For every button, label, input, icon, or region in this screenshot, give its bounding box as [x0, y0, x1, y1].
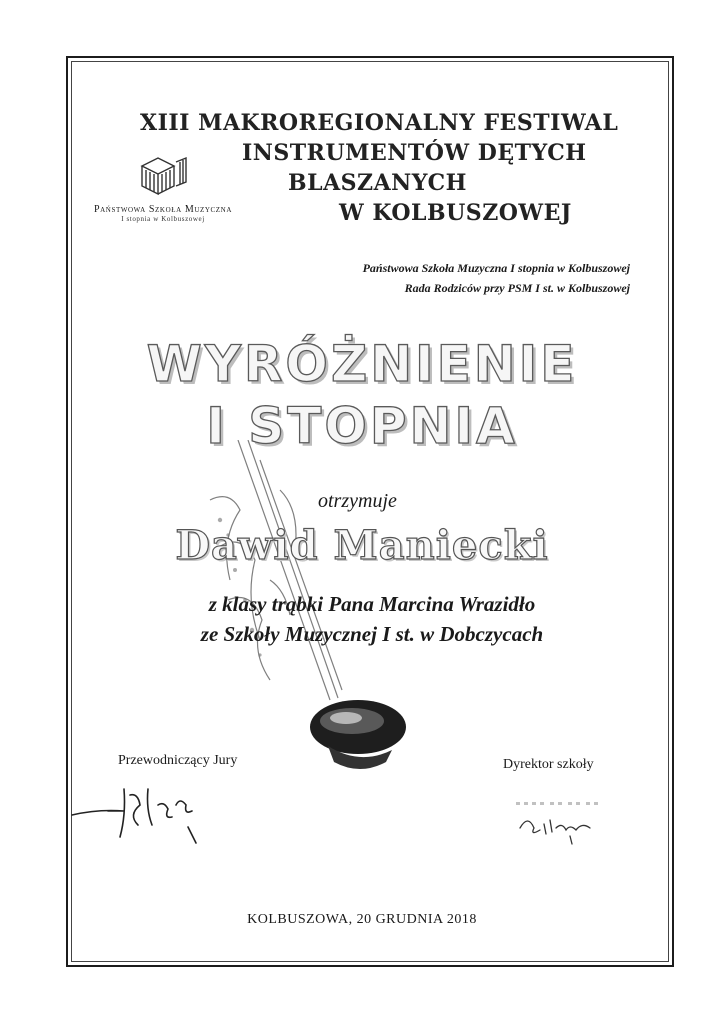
organizer-line-1: Państwowa Szkoła Muzyczna I stopnia w Kolbuszowej [362, 261, 630, 275]
director-label: Dyrektor szkoły [503, 757, 594, 772]
festival-title-line-1: XIII MAKROREGIONALNY FESTIWAL [140, 110, 619, 136]
director-signature-icon [510, 800, 620, 845]
organizers [363, 258, 630, 298]
school-logo-subtitle: I stopnia w Kolbuszowej [121, 215, 205, 223]
recipient-name: Dawid Maniecki [175, 522, 549, 569]
award-title [0, 333, 724, 457]
school-logo [88, 152, 238, 223]
place-and-date: KOLBUSZOWA, 20 GRUDNIA 2018 [247, 912, 477, 927]
school-logo-name: Państwowa Szkoła Muzyczna [93, 204, 232, 215]
school-logo-icon [136, 152, 192, 200]
award-title-line-2: I STOPNIA [206, 397, 518, 455]
festival-title-line-3: BLASZANYCH [288, 170, 467, 196]
organizer-line-2: Rada Rodziców przy PSM I st. w Kolbuszowej [404, 281, 630, 295]
jury-signature-icon [68, 775, 218, 845]
class-info-line-1: z klasy trąbki Pana Marcina Wrazidło [208, 592, 536, 616]
festival-title-line-4: W KOLBUSZOWEJ [339, 200, 572, 226]
class-info-line-2: ze Szkoły Muzycznej I st. w Dobczycach [200, 622, 544, 646]
award-title-line-1: WYRÓŻNIENIE [146, 335, 578, 393]
festival-title-line-2: INSTRUMENTÓW DĘTYCH [242, 140, 587, 166]
receives-label: otrzymuje [318, 490, 397, 512]
jury-chair-label: Przewodniczący Jury [118, 753, 238, 768]
